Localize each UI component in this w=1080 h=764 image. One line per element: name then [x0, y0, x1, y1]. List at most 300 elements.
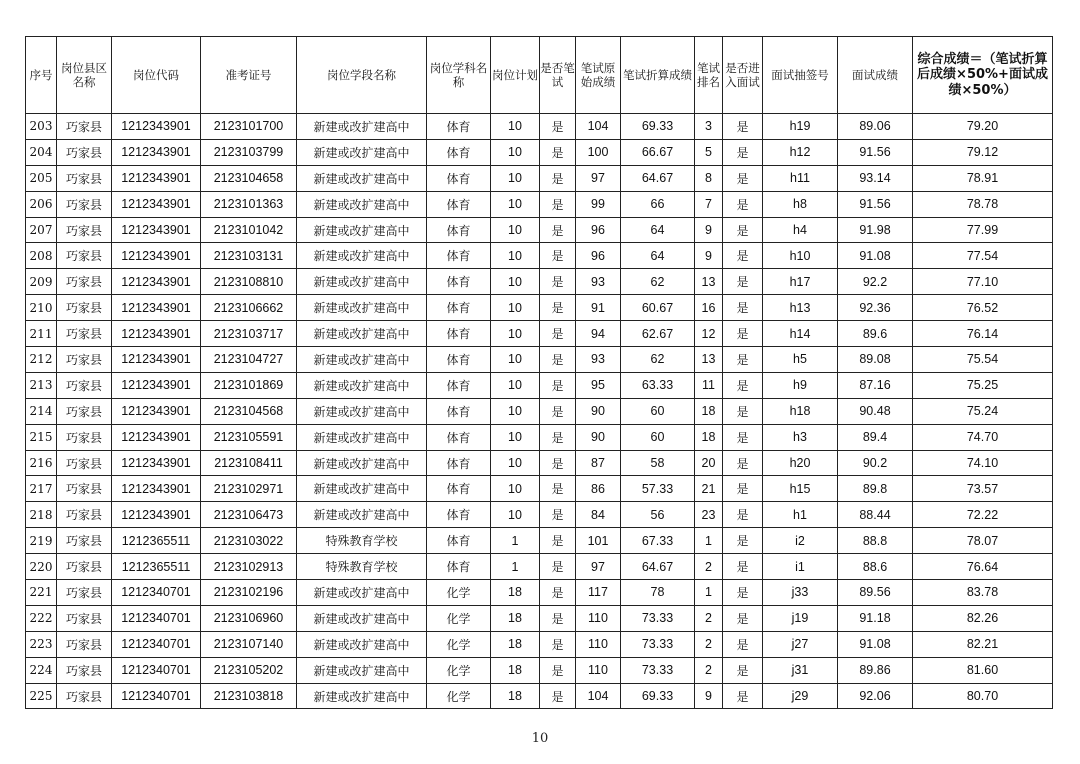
cell-county: 巧家县 [57, 217, 112, 243]
cell-post-plan: 10 [491, 191, 540, 217]
cell-post-plan: 18 [491, 580, 540, 606]
header-row [26, 37, 1053, 114]
cell-interview-score: 89.86 [838, 657, 913, 683]
cell-subject: 体育 [427, 243, 491, 269]
cell-total-score: 78.78 [913, 191, 1053, 217]
cell-county: 巧家县 [57, 605, 112, 631]
cell-school-level: 新建或改扩建高中 [297, 398, 427, 424]
cell-post-code: 1212343901 [112, 217, 201, 243]
cell-interview-score: 92.2 [838, 269, 913, 295]
cell-written-raw: 100 [576, 139, 621, 165]
cell-post-code: 1212340701 [112, 580, 201, 606]
cell-interview-score: 89.6 [838, 321, 913, 347]
cell-written-converted: 60.67 [621, 295, 695, 321]
table-row [26, 347, 1053, 373]
cell-exam-number: 2123106662 [201, 295, 297, 321]
cell-draw-number: h13 [763, 295, 838, 321]
cell-written-flag: 是 [540, 295, 576, 321]
cell-post-code: 1212365511 [112, 528, 201, 554]
cell-written-rank: 20 [695, 450, 723, 476]
header-written-rank: 笔试排名 [695, 37, 723, 114]
cell-written-rank: 18 [695, 424, 723, 450]
cell-total-score: 72.22 [913, 502, 1053, 528]
cell-subject: 体育 [427, 502, 491, 528]
cell-county: 巧家县 [57, 295, 112, 321]
cell-written-raw: 96 [576, 243, 621, 269]
header-post-plan: 岗位计划 [491, 37, 540, 114]
cell-written-rank: 13 [695, 269, 723, 295]
cell-school-level: 新建或改扩建高中 [297, 657, 427, 683]
cell-total-score: 78.91 [913, 165, 1053, 191]
cell-written-rank: 12 [695, 321, 723, 347]
cell-interview-flag: 是 [723, 372, 763, 398]
header-post-code: 岗位代码 [112, 37, 201, 114]
cell-exam-number: 2123101363 [201, 191, 297, 217]
cell-written-flag: 是 [540, 631, 576, 657]
cell-exam-number: 2123102196 [201, 580, 297, 606]
cell-post-plan: 1 [491, 528, 540, 554]
table-row [26, 295, 1053, 321]
cell-seq: 203 [26, 114, 57, 140]
cell-school-level: 新建或改扩建高中 [297, 347, 427, 373]
cell-written-flag: 是 [540, 114, 576, 140]
cell-subject: 体育 [427, 321, 491, 347]
cell-written-converted: 78 [621, 580, 695, 606]
cell-seq: 212 [26, 347, 57, 373]
cell-county: 巧家县 [57, 424, 112, 450]
table-row [26, 502, 1053, 528]
table-row [26, 372, 1053, 398]
header-exam-number: 准考证号 [201, 37, 297, 114]
cell-draw-number: h20 [763, 450, 838, 476]
cell-school-level: 新建或改扩建高中 [297, 580, 427, 606]
cell-total-score: 74.70 [913, 424, 1053, 450]
header-county: 岗位县区名称 [57, 37, 112, 114]
cell-written-flag: 是 [540, 476, 576, 502]
cell-interview-flag: 是 [723, 165, 763, 191]
cell-written-raw: 86 [576, 476, 621, 502]
cell-written-raw: 87 [576, 450, 621, 476]
cell-draw-number: j19 [763, 605, 838, 631]
cell-interview-score: 92.36 [838, 295, 913, 321]
table-row [26, 321, 1053, 347]
cell-county: 巧家县 [57, 269, 112, 295]
cell-written-flag: 是 [540, 372, 576, 398]
table-row [26, 114, 1053, 140]
cell-exam-number: 2123104727 [201, 347, 297, 373]
cell-interview-score: 89.08 [838, 347, 913, 373]
cell-interview-flag: 是 [723, 347, 763, 373]
cell-seq: 224 [26, 657, 57, 683]
cell-post-plan: 10 [491, 139, 540, 165]
cell-written-rank: 9 [695, 243, 723, 269]
cell-exam-number: 2123101869 [201, 372, 297, 398]
cell-written-flag: 是 [540, 165, 576, 191]
header-interview-flag: 是否进入面试 [723, 37, 763, 114]
cell-county: 巧家县 [57, 114, 112, 140]
table-body [26, 114, 1053, 709]
cell-post-code: 1212343901 [112, 450, 201, 476]
cell-school-level: 新建或改扩建高中 [297, 450, 427, 476]
results-table [25, 36, 1053, 709]
cell-seq: 225 [26, 683, 57, 709]
cell-school-level: 新建或改扩建高中 [297, 683, 427, 709]
cell-county: 巧家县 [57, 243, 112, 269]
cell-written-converted: 69.33 [621, 683, 695, 709]
cell-post-plan: 1 [491, 554, 540, 580]
cell-written-raw: 97 [576, 554, 621, 580]
cell-written-raw: 101 [576, 528, 621, 554]
cell-post-code: 1212340701 [112, 631, 201, 657]
cell-subject: 体育 [427, 295, 491, 321]
cell-interview-flag: 是 [723, 139, 763, 165]
cell-post-plan: 10 [491, 295, 540, 321]
cell-subject: 体育 [427, 217, 491, 243]
cell-post-code: 1212365511 [112, 554, 201, 580]
cell-subject: 体育 [427, 424, 491, 450]
cell-seq: 222 [26, 605, 57, 631]
cell-written-flag: 是 [540, 398, 576, 424]
cell-seq: 211 [26, 321, 57, 347]
cell-seq: 218 [26, 502, 57, 528]
cell-exam-number: 2123104568 [201, 398, 297, 424]
cell-seq: 214 [26, 398, 57, 424]
cell-seq: 205 [26, 165, 57, 191]
cell-post-code: 1212343901 [112, 165, 201, 191]
cell-total-score: 75.24 [913, 398, 1053, 424]
cell-post-code: 1212343901 [112, 243, 201, 269]
cell-school-level: 新建或改扩建高中 [297, 502, 427, 528]
cell-interview-score: 91.18 [838, 605, 913, 631]
cell-school-level: 新建或改扩建高中 [297, 165, 427, 191]
cell-post-code: 1212343901 [112, 191, 201, 217]
cell-interview-score: 91.08 [838, 631, 913, 657]
cell-interview-flag: 是 [723, 657, 763, 683]
cell-subject: 体育 [427, 269, 491, 295]
cell-exam-number: 2123101042 [201, 217, 297, 243]
cell-subject: 体育 [427, 191, 491, 217]
cell-written-rank: 9 [695, 683, 723, 709]
cell-written-rank: 11 [695, 372, 723, 398]
cell-written-converted: 64.67 [621, 165, 695, 191]
cell-draw-number: h9 [763, 372, 838, 398]
cell-post-code: 1212343901 [112, 347, 201, 373]
table-row [26, 554, 1053, 580]
cell-county: 巧家县 [57, 683, 112, 709]
cell-interview-flag: 是 [723, 243, 763, 269]
cell-school-level: 特殊教育学校 [297, 554, 427, 580]
cell-county: 巧家县 [57, 191, 112, 217]
cell-county: 巧家县 [57, 321, 112, 347]
cell-draw-number: h14 [763, 321, 838, 347]
cell-written-flag: 是 [540, 243, 576, 269]
cell-interview-flag: 是 [723, 683, 763, 709]
cell-exam-number: 2123103131 [201, 243, 297, 269]
cell-written-raw: 97 [576, 165, 621, 191]
cell-post-code: 1212343901 [112, 269, 201, 295]
cell-county: 巧家县 [57, 476, 112, 502]
cell-written-raw: 90 [576, 398, 621, 424]
cell-post-code: 1212340701 [112, 605, 201, 631]
cell-exam-number: 2123103799 [201, 139, 297, 165]
cell-seq: 204 [26, 139, 57, 165]
cell-seq: 216 [26, 450, 57, 476]
cell-written-flag: 是 [540, 605, 576, 631]
cell-written-rank: 21 [695, 476, 723, 502]
cell-draw-number: h1 [763, 502, 838, 528]
cell-draw-number: j27 [763, 631, 838, 657]
cell-post-plan: 10 [491, 321, 540, 347]
cell-subject: 体育 [427, 398, 491, 424]
cell-school-level: 新建或改扩建高中 [297, 269, 427, 295]
table-row [26, 528, 1053, 554]
cell-seq: 210 [26, 295, 57, 321]
cell-interview-score: 89.8 [838, 476, 913, 502]
cell-county: 巧家县 [57, 580, 112, 606]
cell-interview-score: 91.98 [838, 217, 913, 243]
cell-subject: 体育 [427, 450, 491, 476]
cell-post-code: 1212343901 [112, 398, 201, 424]
cell-county: 巧家县 [57, 372, 112, 398]
cell-post-plan: 10 [491, 450, 540, 476]
cell-seq: 217 [26, 476, 57, 502]
cell-total-score: 82.21 [913, 631, 1053, 657]
cell-written-rank: 2 [695, 657, 723, 683]
cell-exam-number: 2123108810 [201, 269, 297, 295]
cell-school-level: 新建或改扩建高中 [297, 217, 427, 243]
table-row [26, 631, 1053, 657]
cell-written-flag: 是 [540, 139, 576, 165]
cell-county: 巧家县 [57, 657, 112, 683]
cell-county: 巧家县 [57, 139, 112, 165]
cell-total-score: 76.14 [913, 321, 1053, 347]
cell-subject: 化学 [427, 683, 491, 709]
cell-interview-flag: 是 [723, 217, 763, 243]
cell-written-raw: 99 [576, 191, 621, 217]
cell-draw-number: h10 [763, 243, 838, 269]
cell-written-raw: 84 [576, 502, 621, 528]
cell-written-raw: 104 [576, 114, 621, 140]
cell-interview-flag: 是 [723, 450, 763, 476]
cell-written-rank: 7 [695, 191, 723, 217]
cell-post-plan: 10 [491, 269, 540, 295]
cell-written-flag: 是 [540, 424, 576, 450]
cell-total-score: 79.20 [913, 114, 1053, 140]
table-row [26, 683, 1053, 709]
cell-written-converted: 73.33 [621, 605, 695, 631]
cell-exam-number: 2123106473 [201, 502, 297, 528]
table-row [26, 139, 1053, 165]
cell-post-code: 1212343901 [112, 424, 201, 450]
cell-seq: 207 [26, 217, 57, 243]
cell-county: 巧家县 [57, 502, 112, 528]
cell-seq: 219 [26, 528, 57, 554]
cell-interview-flag: 是 [723, 424, 763, 450]
cell-written-rank: 16 [695, 295, 723, 321]
cell-written-converted: 62.67 [621, 321, 695, 347]
cell-draw-number: h11 [763, 165, 838, 191]
cell-exam-number: 2123106960 [201, 605, 297, 631]
cell-written-converted: 62 [621, 269, 695, 295]
cell-post-code: 1212343901 [112, 114, 201, 140]
cell-seq: 215 [26, 424, 57, 450]
cell-post-plan: 18 [491, 631, 540, 657]
table-row [26, 580, 1053, 606]
cell-written-raw: 110 [576, 631, 621, 657]
cell-county: 巧家县 [57, 398, 112, 424]
header-school-level: 岗位学段名称 [297, 37, 427, 114]
cell-post-plan: 10 [491, 372, 540, 398]
cell-school-level: 特殊教育学校 [297, 528, 427, 554]
cell-interview-flag: 是 [723, 605, 763, 631]
cell-written-flag: 是 [540, 580, 576, 606]
cell-written-raw: 96 [576, 217, 621, 243]
cell-written-flag: 是 [540, 321, 576, 347]
table-row [26, 269, 1053, 295]
cell-written-converted: 62 [621, 347, 695, 373]
cell-total-score: 82.26 [913, 605, 1053, 631]
header-written-raw: 笔试原始成绩 [576, 37, 621, 114]
cell-exam-number: 2123103818 [201, 683, 297, 709]
cell-exam-number: 2123105202 [201, 657, 297, 683]
cell-total-score: 77.99 [913, 217, 1053, 243]
cell-written-converted: 57.33 [621, 476, 695, 502]
table-row [26, 398, 1053, 424]
cell-post-code: 1212343901 [112, 372, 201, 398]
cell-post-plan: 10 [491, 476, 540, 502]
cell-exam-number: 2123108411 [201, 450, 297, 476]
cell-subject: 化学 [427, 605, 491, 631]
cell-seq: 206 [26, 191, 57, 217]
cell-draw-number: j29 [763, 683, 838, 709]
cell-written-flag: 是 [540, 347, 576, 373]
cell-exam-number: 2123103717 [201, 321, 297, 347]
cell-total-score: 75.25 [913, 372, 1053, 398]
cell-written-raw: 94 [576, 321, 621, 347]
cell-interview-score: 89.4 [838, 424, 913, 450]
cell-written-raw: 117 [576, 580, 621, 606]
cell-post-code: 1212343901 [112, 476, 201, 502]
cell-written-raw: 93 [576, 269, 621, 295]
cell-school-level: 新建或改扩建高中 [297, 191, 427, 217]
cell-draw-number: h8 [763, 191, 838, 217]
cell-subject: 化学 [427, 580, 491, 606]
cell-school-level: 新建或改扩建高中 [297, 114, 427, 140]
cell-written-rank: 1 [695, 580, 723, 606]
cell-written-rank: 2 [695, 605, 723, 631]
cell-interview-flag: 是 [723, 191, 763, 217]
cell-draw-number: i2 [763, 528, 838, 554]
cell-seq: 220 [26, 554, 57, 580]
cell-interview-flag: 是 [723, 295, 763, 321]
cell-school-level: 新建或改扩建高中 [297, 476, 427, 502]
header-written-flag: 是否笔试 [540, 37, 576, 114]
cell-written-raw: 93 [576, 347, 621, 373]
results-sheet [25, 36, 1053, 709]
cell-written-flag: 是 [540, 502, 576, 528]
table-row [26, 476, 1053, 502]
cell-school-level: 新建或改扩建高中 [297, 605, 427, 631]
cell-post-plan: 10 [491, 243, 540, 269]
table-row [26, 450, 1053, 476]
cell-interview-score: 92.06 [838, 683, 913, 709]
cell-post-plan: 10 [491, 347, 540, 373]
cell-interview-flag: 是 [723, 476, 763, 502]
cell-written-converted: 67.33 [621, 528, 695, 554]
cell-total-score: 78.07 [913, 528, 1053, 554]
cell-written-rank: 1 [695, 528, 723, 554]
cell-written-raw: 90 [576, 424, 621, 450]
cell-total-score: 75.54 [913, 347, 1053, 373]
cell-draw-number: j31 [763, 657, 838, 683]
cell-school-level: 新建或改扩建高中 [297, 372, 427, 398]
cell-interview-flag: 是 [723, 528, 763, 554]
cell-subject: 体育 [427, 372, 491, 398]
cell-county: 巧家县 [57, 554, 112, 580]
cell-interview-flag: 是 [723, 114, 763, 140]
cell-post-plan: 18 [491, 605, 540, 631]
cell-total-score: 76.52 [913, 295, 1053, 321]
cell-total-score: 81.60 [913, 657, 1053, 683]
cell-interview-flag: 是 [723, 580, 763, 606]
cell-written-rank: 18 [695, 398, 723, 424]
cell-post-plan: 10 [491, 424, 540, 450]
cell-written-rank: 8 [695, 165, 723, 191]
cell-post-code: 1212343901 [112, 295, 201, 321]
cell-total-score: 83.78 [913, 580, 1053, 606]
cell-interview-flag: 是 [723, 398, 763, 424]
cell-school-level: 新建或改扩建高中 [297, 321, 427, 347]
cell-post-code: 1212340701 [112, 683, 201, 709]
cell-written-converted: 60 [621, 424, 695, 450]
cell-post-code: 1212343901 [112, 139, 201, 165]
cell-school-level: 新建或改扩建高中 [297, 243, 427, 269]
cell-school-level: 新建或改扩建高中 [297, 295, 427, 321]
cell-post-plan: 10 [491, 165, 540, 191]
cell-written-converted: 69.33 [621, 114, 695, 140]
cell-exam-number: 2123102913 [201, 554, 297, 580]
cell-draw-number: h15 [763, 476, 838, 502]
cell-draw-number: h19 [763, 114, 838, 140]
cell-seq: 223 [26, 631, 57, 657]
cell-seq: 213 [26, 372, 57, 398]
cell-written-converted: 73.33 [621, 631, 695, 657]
cell-draw-number: j33 [763, 580, 838, 606]
cell-draw-number: i1 [763, 554, 838, 580]
cell-interview-score: 91.56 [838, 139, 913, 165]
table-row [26, 217, 1053, 243]
cell-interview-score: 89.06 [838, 114, 913, 140]
cell-written-converted: 60 [621, 398, 695, 424]
cell-written-raw: 110 [576, 605, 621, 631]
cell-written-raw: 95 [576, 372, 621, 398]
cell-draw-number: h12 [763, 139, 838, 165]
cell-written-converted: 64.67 [621, 554, 695, 580]
cell-written-rank: 23 [695, 502, 723, 528]
cell-interview-score: 90.2 [838, 450, 913, 476]
header-written-converted: 笔试折算成绩 [621, 37, 695, 114]
table-row [26, 424, 1053, 450]
table-row [26, 165, 1053, 191]
cell-written-flag: 是 [540, 554, 576, 580]
cell-post-code: 1212340701 [112, 657, 201, 683]
cell-interview-score: 91.08 [838, 243, 913, 269]
cell-interview-score: 88.8 [838, 528, 913, 554]
table-row [26, 191, 1053, 217]
cell-written-flag: 是 [540, 217, 576, 243]
cell-written-rank: 2 [695, 554, 723, 580]
cell-exam-number: 2123104658 [201, 165, 297, 191]
